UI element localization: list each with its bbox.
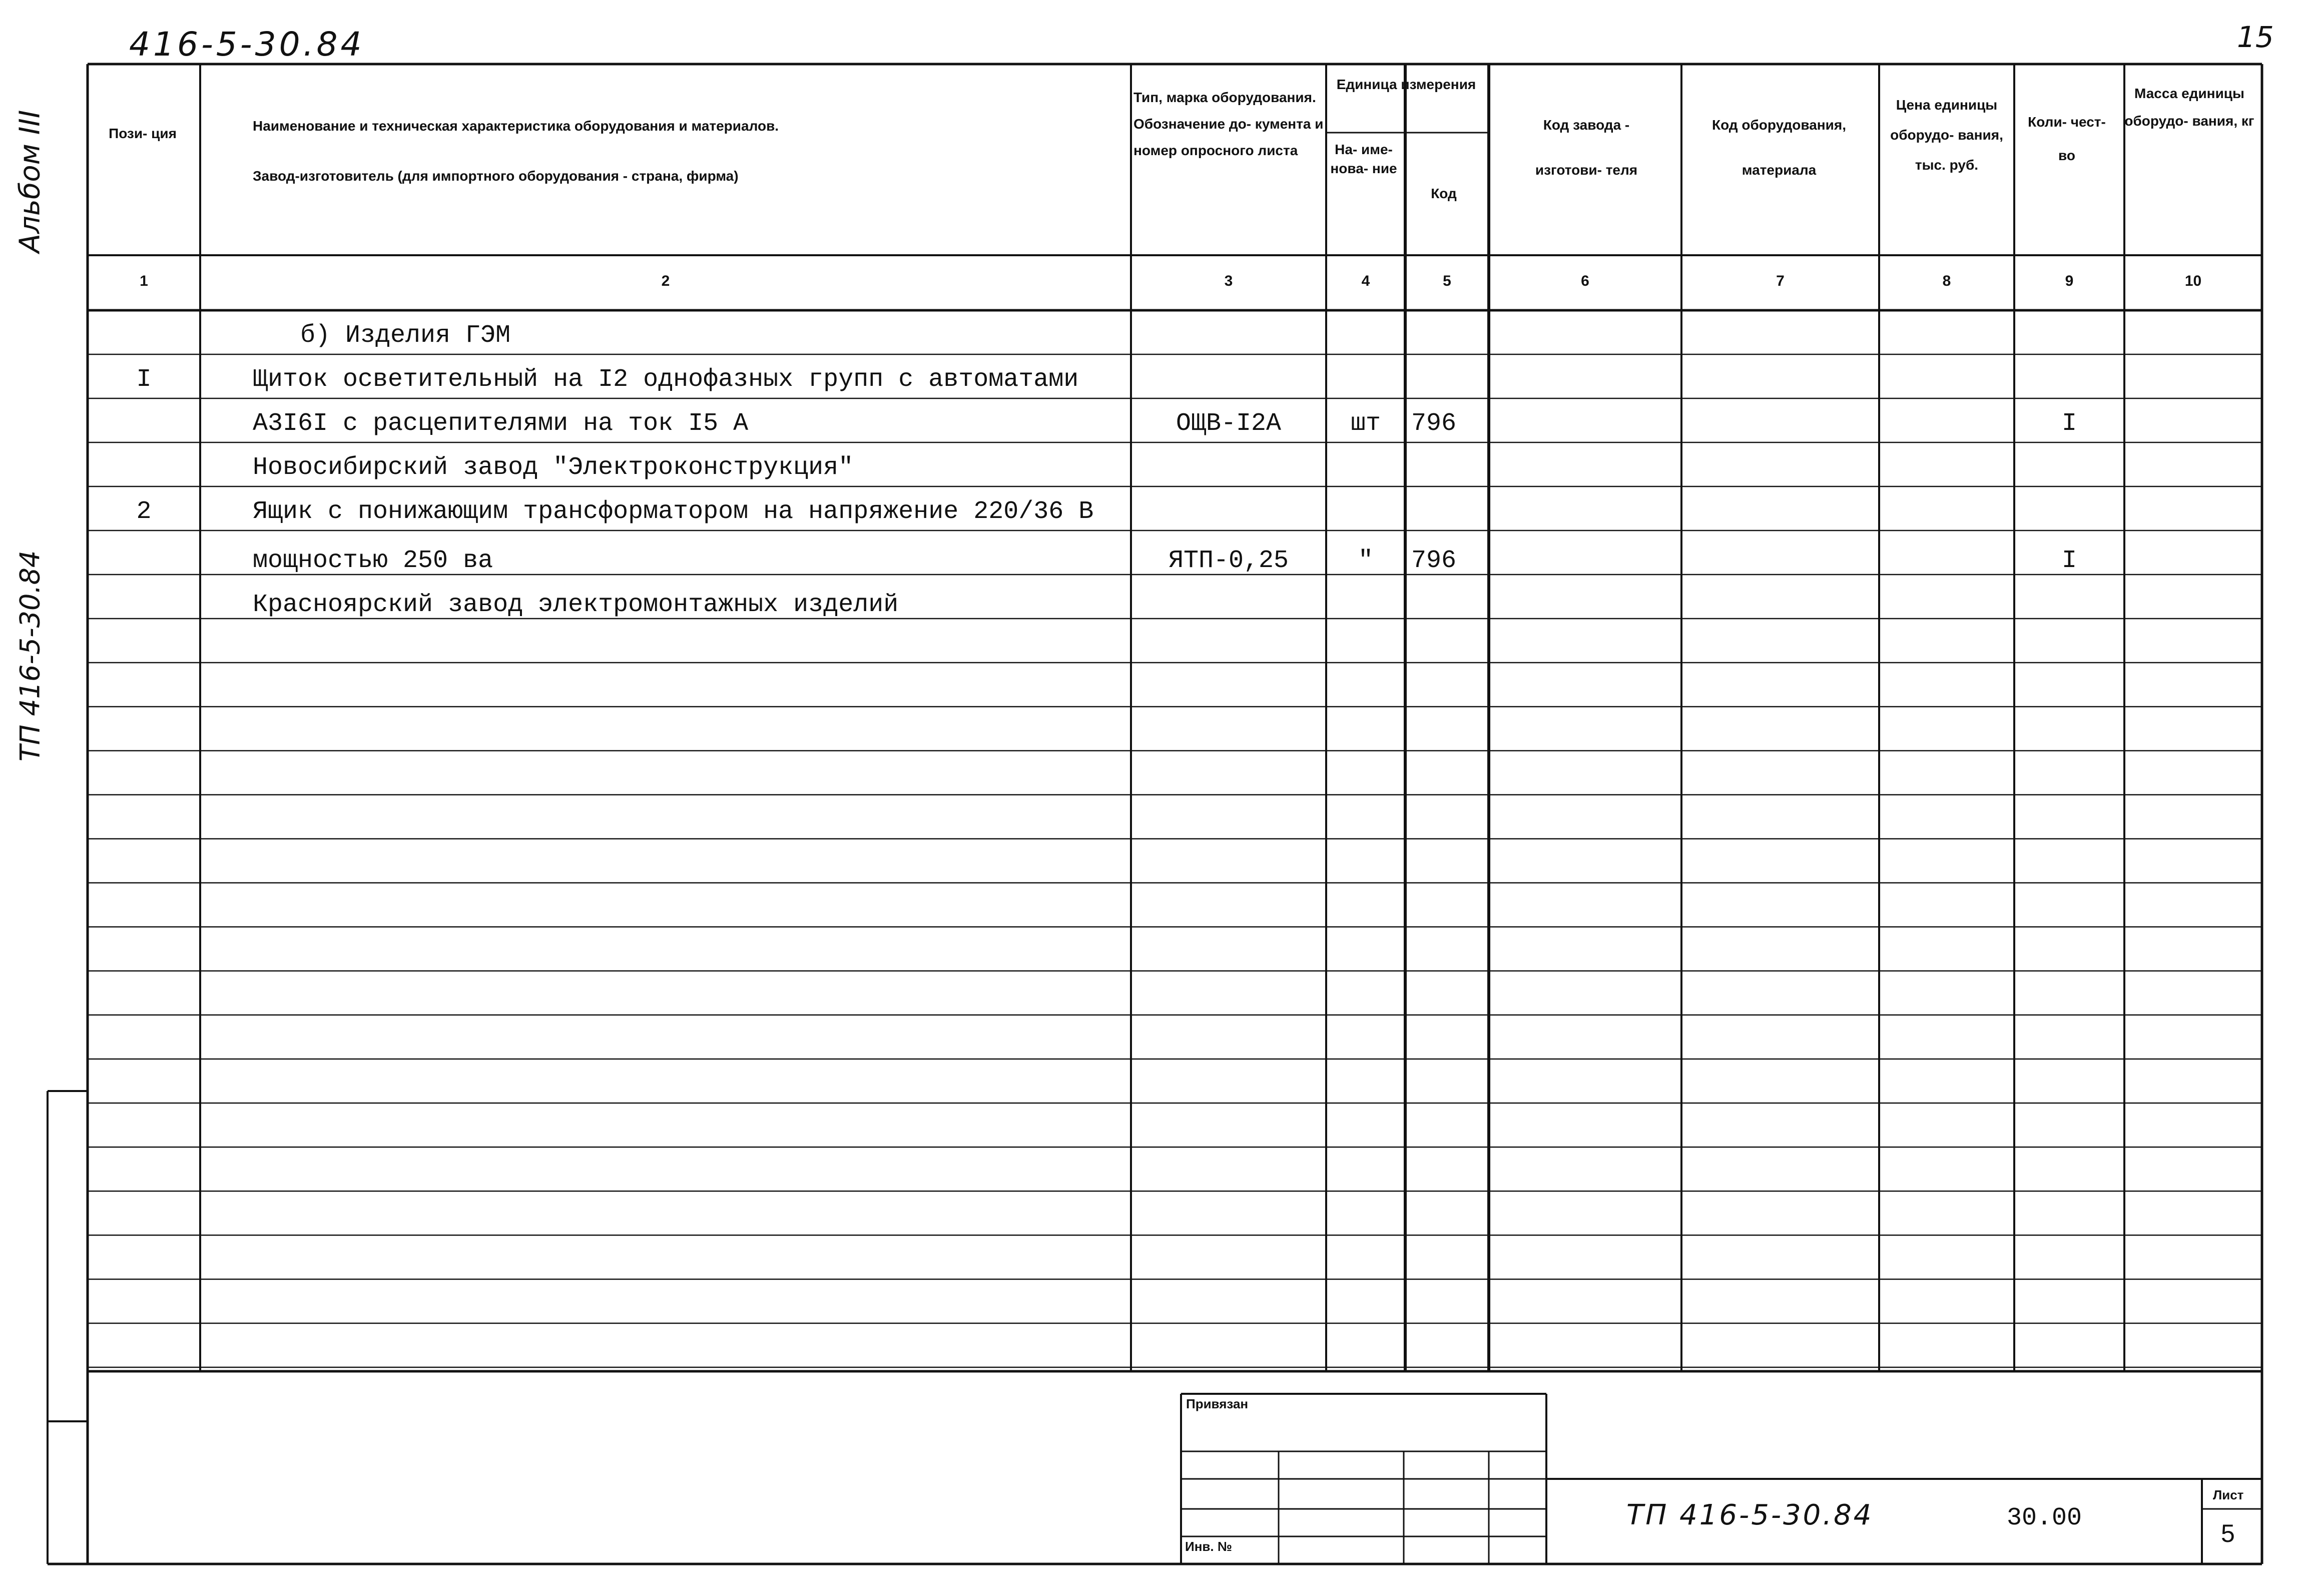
row-name: мощностью 250 ва xyxy=(253,547,493,575)
header-equipment-code: Код оборудования, материала xyxy=(1711,117,1847,178)
row-unit-code: 796 xyxy=(1411,547,1457,575)
header-type: Тип, марка оборудования. Обозначение до- кумента и номер опросного листа xyxy=(1133,90,1324,159)
column-number-6: 6 xyxy=(1581,273,1589,289)
header-unit-name: На- име- нова- ние xyxy=(1330,142,1397,176)
row-position: 2 xyxy=(136,497,152,526)
column-number-10: 10 xyxy=(2184,273,2202,289)
top-document-code: 416-5-30.84 xyxy=(129,25,365,64)
row-type: ОЩВ-I2А xyxy=(1176,409,1282,438)
stamp-sheet-number: 5 xyxy=(2221,1519,2235,1547)
stamp-sheet-label: Лист xyxy=(2213,1487,2244,1502)
column-number-2: 2 xyxy=(661,273,670,289)
row-unit: " xyxy=(1358,547,1373,575)
header-position: Пози- ция xyxy=(109,126,177,141)
column-number-3: 3 xyxy=(1224,273,1233,289)
row-name: Ящик с понижающим трансформатором на напряжение 220/36 В xyxy=(253,497,1094,526)
header-mass: Масса единицы оборудо- вания, кг xyxy=(2124,86,2254,129)
header-unit-group: Единица измерения xyxy=(1336,77,1476,92)
album-label: Альбом III xyxy=(14,110,47,253)
row-type: ЯТП-0,25 xyxy=(1168,547,1289,575)
sheet-mark: 15 xyxy=(2237,20,2274,54)
header-quantity: Коли- чест- во xyxy=(2028,114,2106,164)
row-unit-code: 796 xyxy=(1411,409,1457,438)
row-name: Красноярский завод электромонтажных изделий xyxy=(253,591,899,619)
stamp-inventory-number: Инв. № xyxy=(1185,1539,1232,1554)
row-name: А3I6I с расцепителями на ток I5 А xyxy=(253,409,749,438)
column-number-8: 8 xyxy=(1942,273,1951,289)
column-number-5: 5 xyxy=(1443,273,1451,289)
header-unit-code: Код xyxy=(1431,186,1457,201)
header-name-line1: Наименование и техническая характеристика оборудования и материалов. xyxy=(253,118,779,134)
column-number-1: 1 xyxy=(140,273,148,289)
column-number-4: 4 xyxy=(1361,273,1370,289)
column-number-9: 9 xyxy=(2065,273,2074,289)
row-position: I xyxy=(136,365,152,394)
row-name: б) Изделия ГЭМ xyxy=(300,321,511,350)
row-quantity: I xyxy=(2061,409,2077,438)
row-quantity: I xyxy=(2061,547,2077,575)
header-price: Цена единицы оборудо- вания, тыс. руб. xyxy=(1890,97,2003,173)
header-name-line2: Завод-изготовитель (для импортного оборудования - страна, фирма) xyxy=(253,168,739,184)
stamp-sheet-code: 30.00 xyxy=(2007,1504,2082,1532)
column-number-7: 7 xyxy=(1776,273,1785,289)
header-plant-code: Код завода - изготови- теля xyxy=(1535,117,1638,178)
stamp-document-code: ТП 416-5-30.84 xyxy=(1626,1499,1874,1531)
row-name: Щиток осветительный на I2 однофазных групп с автоматами xyxy=(253,365,1079,394)
margin-document-code: ТП 416-5-30.84 xyxy=(14,550,46,762)
row-name: Новосибирский завод "Электроконструкция" xyxy=(253,453,854,482)
stamp-privyazan: Привязан xyxy=(1186,1396,1249,1411)
row-unit: шт xyxy=(1350,409,1381,438)
